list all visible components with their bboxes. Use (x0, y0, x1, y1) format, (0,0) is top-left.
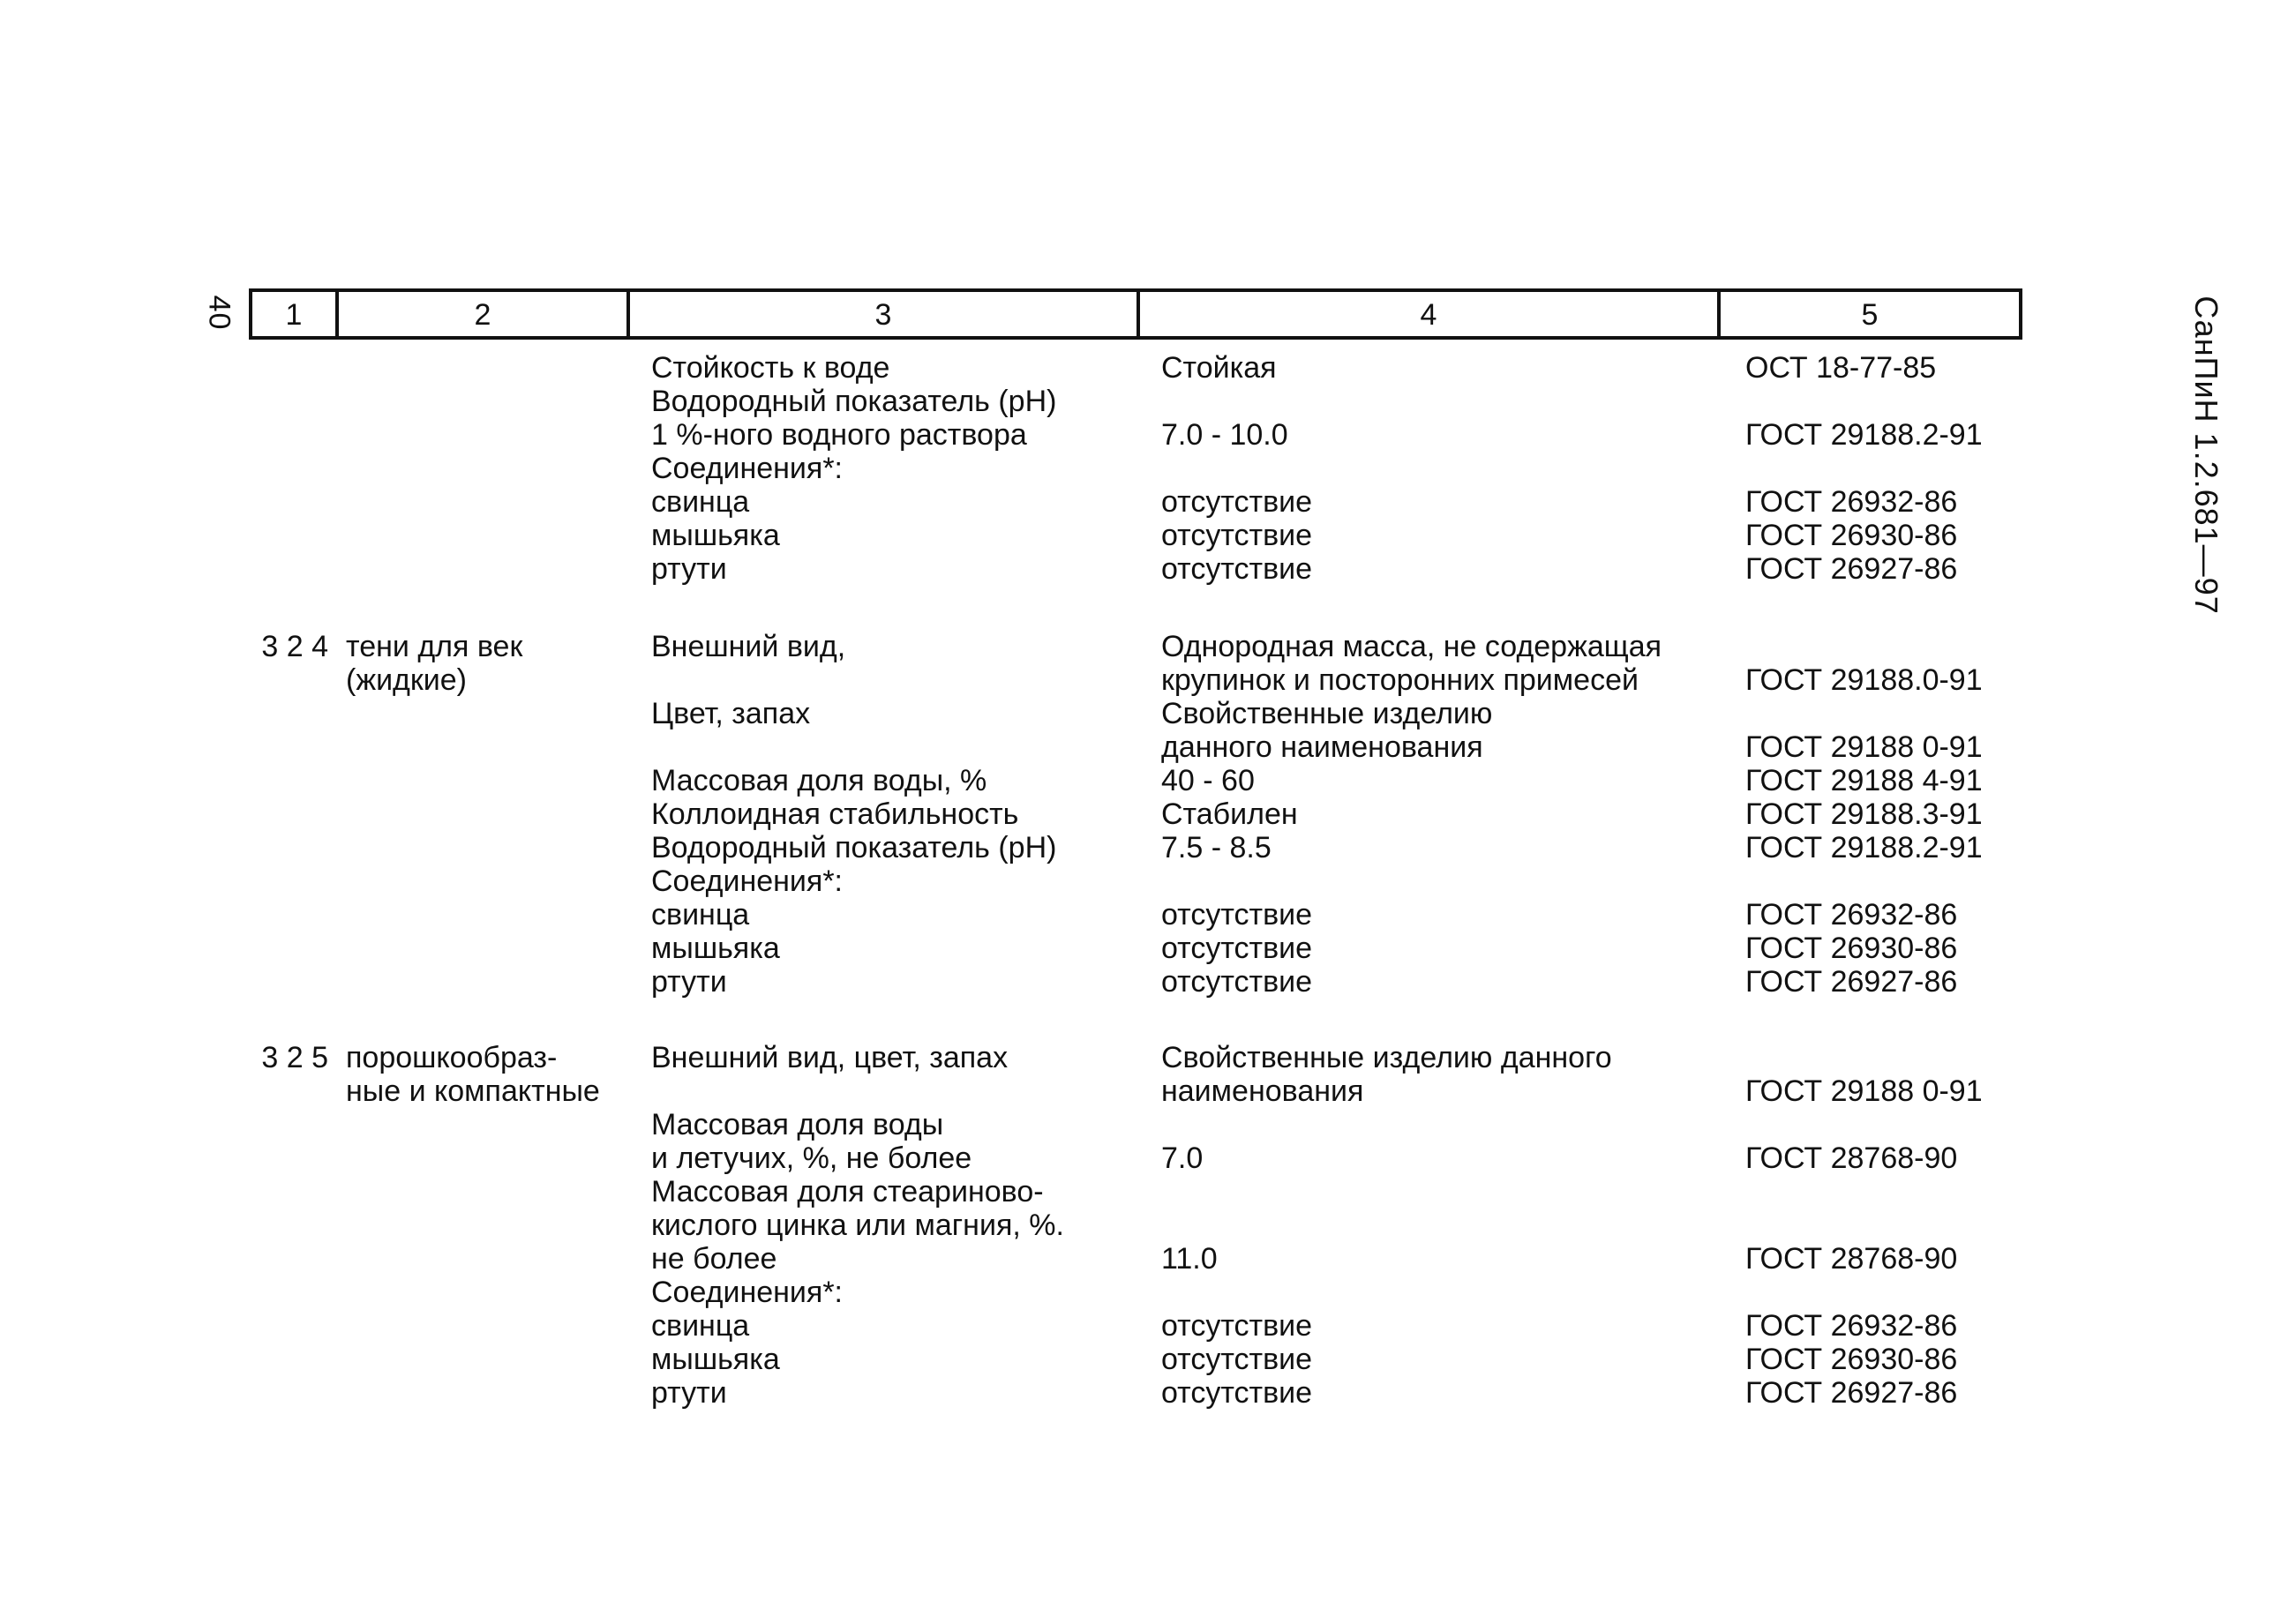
table-cell-col-3: мышьяка (651, 519, 780, 552)
table-cell-col-3: ртути (651, 965, 727, 999)
table-cell-col-4: отсутствие (1161, 965, 1313, 999)
table-cell-col-4: Однородная масса, не содержащая (1161, 630, 1662, 663)
table-row (0, 552, 2273, 586)
table-cell-col-4: 7.5 - 8.5 (1161, 831, 1272, 864)
table-row (0, 932, 2273, 965)
table-cell-col-4: Свойственные изделию данного (1161, 1041, 1612, 1074)
table-cell-col-5: ГОСТ 26927-86 (1745, 552, 1958, 586)
table-row (0, 1309, 2273, 1343)
table-cell-col-5: ГОСТ 29188.2-91 (1745, 418, 1983, 452)
table-row (0, 630, 2273, 663)
table-cell-col-1: 3 2 4 (261, 630, 328, 663)
table-cell-col-3: Массовая доля стеариново- (651, 1175, 1044, 1209)
table-row (0, 1175, 2273, 1209)
table-cell-col-2: тени для век (346, 630, 523, 663)
table-cell-col-5: ГОСТ 26930-86 (1745, 519, 1958, 552)
table-cell-col-5: ОСТ 18-77-85 (1745, 351, 1937, 385)
table-cell-col-1: 3 2 5 (261, 1041, 328, 1074)
table-row (0, 730, 2273, 764)
table-row (0, 663, 2273, 697)
table-cell-col-3: 1 %-ного водного раствора (651, 418, 1027, 452)
table-row (0, 418, 2273, 452)
header-col-5: 5 (1861, 298, 1879, 332)
table-row (0, 351, 2273, 385)
table-cell-col-3: мышьяка (651, 932, 780, 965)
table-cell-col-5: ГОСТ 26927-86 (1745, 1376, 1958, 1410)
table-cell-col-4: Стабилен (1161, 797, 1298, 831)
table-row (0, 1242, 2273, 1276)
table-cell-col-4: отсутствие (1161, 1309, 1313, 1343)
table-cell-col-5: ГОСТ 26932-86 (1745, 485, 1958, 519)
table-cell-col-5: ГОСТ 29188.0-91 (1745, 663, 1983, 697)
table-cell-col-3: Внешний вид, (651, 630, 846, 663)
table-cell-col-4: 11.0 (1161, 1242, 1218, 1276)
table-cell-col-4: наименования (1161, 1074, 1364, 1108)
table-cell-col-5: ГОСТ 28768-90 (1745, 1242, 1958, 1276)
table-row (0, 1276, 2273, 1309)
table-cell-col-3: Водородный показатель (pH) (651, 385, 1057, 418)
header-col-2: 2 (339, 292, 630, 336)
table-row (0, 1343, 2273, 1376)
table-cell-col-3: свинца (651, 898, 750, 932)
table-cell-col-4: 7.0 (1161, 1141, 1204, 1175)
table-cell-col-3: мышьяка (651, 1343, 780, 1376)
table-cell-col-5: ГОСТ 26927-86 (1745, 965, 1958, 999)
table-cell-col-3: Соединения*: (651, 1276, 843, 1309)
table-cell-col-5: ГОСТ 29188.3-91 (1745, 797, 1983, 831)
table-row (0, 1141, 2273, 1175)
table-cell-col-2: ные и компактные (346, 1074, 600, 1108)
table-row (0, 797, 2273, 831)
table-row (0, 965, 2273, 999)
table-cell-col-2: порошкообраз- (346, 1041, 558, 1074)
header-col-3: 3 (630, 292, 1140, 336)
table-cell-col-5: ГОСТ 26932-86 (1745, 898, 1958, 932)
table-row (0, 1376, 2273, 1410)
table-cell-col-5: ГОСТ 28768-90 (1745, 1141, 1958, 1175)
table-cell-col-4: крупинок и посторонних примесей (1161, 663, 1639, 697)
header-col-4: 4 (1140, 292, 1721, 336)
table-cell-col-4: отсутствие (1161, 898, 1313, 932)
table-cell-col-5: ГОСТ 29188 0-91 (1745, 1074, 1983, 1108)
table-cell-col-2: (жидкие) (346, 663, 467, 697)
table-cell-col-3: не более (651, 1242, 777, 1276)
table-cell-col-5: ГОСТ 26930-86 (1745, 1343, 1958, 1376)
table-row (0, 385, 2273, 418)
table-cell-col-3: Внешний вид, цвет, запах (651, 1041, 1009, 1074)
table-cell-col-3: Массовая доля воды, % (651, 764, 987, 797)
table-header-row (249, 288, 2022, 340)
table-row (0, 452, 2273, 485)
table-cell-col-3: Коллоидная стабильность (651, 797, 1019, 831)
table-cell-col-5: ГОСТ 29188 4-91 (1745, 764, 1983, 797)
table-row (0, 1041, 2273, 1074)
table-cell-col-5: ГОСТ 26932-86 (1745, 1309, 1958, 1343)
table-cell-col-5: ГОСТ 29188 0-91 (1745, 730, 1983, 764)
table-cell-col-3: кислого цинка или магния, %. (651, 1209, 1064, 1242)
table-cell-col-3: ртути (651, 1376, 727, 1410)
table-cell-col-3: ртути (651, 552, 727, 586)
document-code: СанПиН 1.2.681—97 (2188, 296, 2224, 615)
table-cell-col-4: отсутствие (1161, 932, 1313, 965)
table-row (0, 864, 2273, 898)
table-cell-col-4: отсутствие (1161, 1376, 1313, 1410)
table-cell-col-4: отсутствие (1161, 519, 1313, 552)
table-cell-col-3: Соединения*: (651, 452, 843, 485)
table-cell-col-3: Водородный показатель (pH) (651, 831, 1057, 864)
table-cell-col-4: данного наименования (1161, 730, 1483, 764)
table-cell-col-5: ГОСТ 29188.2-91 (1745, 831, 1983, 864)
table-cell-col-3: свинца (651, 1309, 750, 1343)
table-row (0, 1074, 2273, 1108)
table-cell-col-4: отсутствие (1161, 552, 1313, 586)
table-row (0, 697, 2273, 730)
table-cell-col-3: свинца (651, 485, 750, 519)
table-row (0, 831, 2273, 864)
table-row (0, 764, 2273, 797)
table-cell-col-3: Цвет, запах (651, 697, 811, 730)
table-cell-col-4: 40 - 60 (1161, 764, 1255, 797)
table-cell-col-3: Соединения*: (651, 864, 843, 898)
table-row (0, 1108, 2273, 1141)
table-cell-col-4: 7.0 - 10.0 (1161, 418, 1288, 452)
table-cell-col-4: Стойкая (1161, 351, 1277, 385)
table-cell-col-3: и летучих, %, не более (651, 1141, 972, 1175)
table-cell-col-5: ГОСТ 26930-86 (1745, 932, 1958, 965)
table-cell-col-3: Стойкость к воде (651, 351, 890, 385)
table-cell-col-4: отсутствие (1161, 485, 1313, 519)
table-row (0, 485, 2273, 519)
table-row (0, 519, 2273, 552)
table-row (0, 898, 2273, 932)
page-number: 40 (202, 295, 236, 331)
header-col-1: 1 (252, 292, 339, 336)
table-cell-col-3: Массовая доля воды (651, 1108, 944, 1141)
table-cell-col-4: отсутствие (1161, 1343, 1313, 1376)
table-row (0, 1209, 2273, 1242)
table-cell-col-4: Свойственные изделию (1161, 697, 1493, 730)
